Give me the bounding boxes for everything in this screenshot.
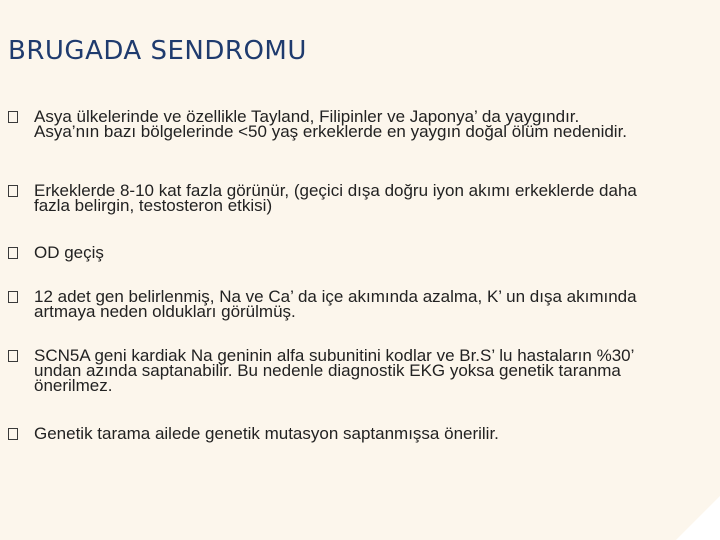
square-bullet-icon [8,291,18,303]
bullet-text: Genetik tarama ailede genetik mutasyon saptanmışsa önerilir. [34,424,499,443]
bullet-text: 12 adet gen belirlenmiş, Na ve Ca’ da içe akımında azalma, K’ un dışa akımında artmaya neden oldukları görülmüş. [34,287,637,321]
square-bullet-icon [8,247,18,259]
bullet-text: Asya ülkelerinde ve özellikle Tayland, Filipinler ve Japonya’ da yaygındır. Asya’nın bazı bölgelerinde <50 yaş erkeklerde en yaygın doğal ölüm nedenidir. [34,107,628,141]
square-bullet-icon [8,428,18,440]
square-bullet-icon [8,185,18,197]
bullet-text: Erkeklerde 8-10 kat fazla görünür, (geçici dışa doğru iyon akımı erkeklerde daha fazla belirgin, testosteron etkisi) [34,181,637,215]
bullet-text: SCN5A geni kardiak Na geninin alfa subunitini kodlar ve Br.S’ lu hastaların %30’ undan azında saptanabilir. Bu nedenle diagnostik EKG yoksa genetik taranma önerilmez. [34,346,634,395]
bullet-text: OD geçiş [34,243,104,262]
slide-title: BRUGADA SENDROMU [8,36,307,66]
square-bullet-icon [8,350,18,362]
square-bullet-icon [8,111,18,123]
